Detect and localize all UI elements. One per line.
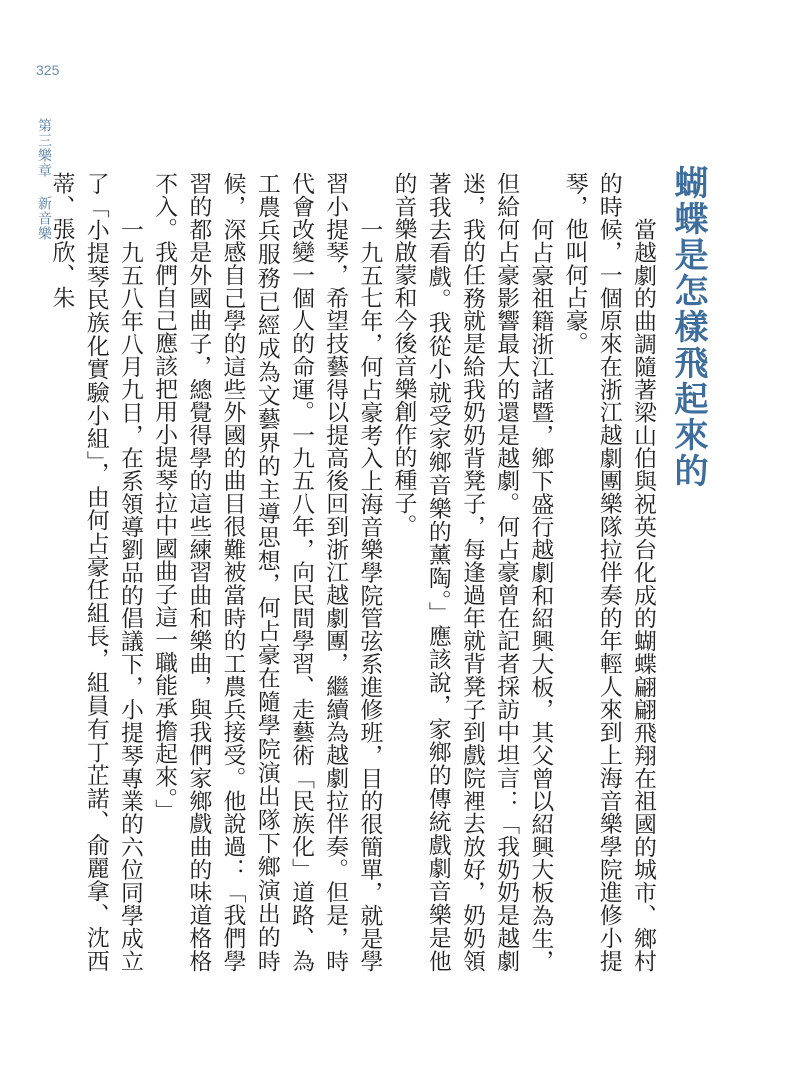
page-number: 325 — [36, 62, 60, 78]
chapter-title: 蝴蝶是怎樣飛起來的 — [668, 165, 708, 489]
body-text — [48, 172, 660, 972]
paragraph-1: 當越劇的曲調隨著梁山伯與祝英台化成的蝴蝶翩翩飛翔在祖國的城市、鄉村的時候，一個原來在浙江越劇團樂隊拉伴奏的年輕人來到上海音樂學院進修小提琴，他叫何占豪。 — [561, 172, 656, 972]
paragraph-4: 一九五八年八月九日，在系領導劉品的倡議下，小提琴專業的六位同學成立了「小提琴民族化實驗小組」，由何占豪任組長，組員有丁芷諾、俞麗拿、沈西蒂、張欣、朱 — [48, 172, 143, 972]
paragraph-3: 一九五七年，何占豪考入上海音樂學院管弦系進修班，目的很簡單，就是學習小提琴，希望技藝得以提高後回到浙江越劇團，繼續為越劇拉伴奏。但是，時代會改變一個人的命運。一九五八年，向民間學習、走藝術「民族化」道路、為工農兵服務已經成為文藝界的主導思想，何占豪在隨學院演出隊下鄉演出的時候，深感自己學的這些外國的曲目很難被當時的工農兵接受。他說過：「我們學習的都是外國曲子，總覺得學的這些練習曲和樂曲，與我們家鄉戲曲的味道格格不入。我們自己應該把用小提琴拉中國曲子這一職能承擔起來。」 — [151, 172, 383, 972]
running-head-chapter: 第三樂章 — [36, 118, 52, 178]
running-head-section: 新音樂 — [36, 196, 52, 241]
paragraph-2: 何占豪祖籍浙江諸暨，鄉下盛行越劇和紹興大板，其父曾以紹興大板為生，但給何占豪影響最大的還是越劇。何占豪曾在記者採訪中坦言：「我奶奶是越劇迷，我的任務就是給我奶奶背凳子，每逢過年就背凳子到戲院裡去放好，奶奶領著我去看戲。我從小就受家鄉音樂的薰陶。」應該說，家鄉的傳統戲劇音樂是他的音樂啟蒙和今後音樂創作的種子。 — [390, 172, 554, 972]
